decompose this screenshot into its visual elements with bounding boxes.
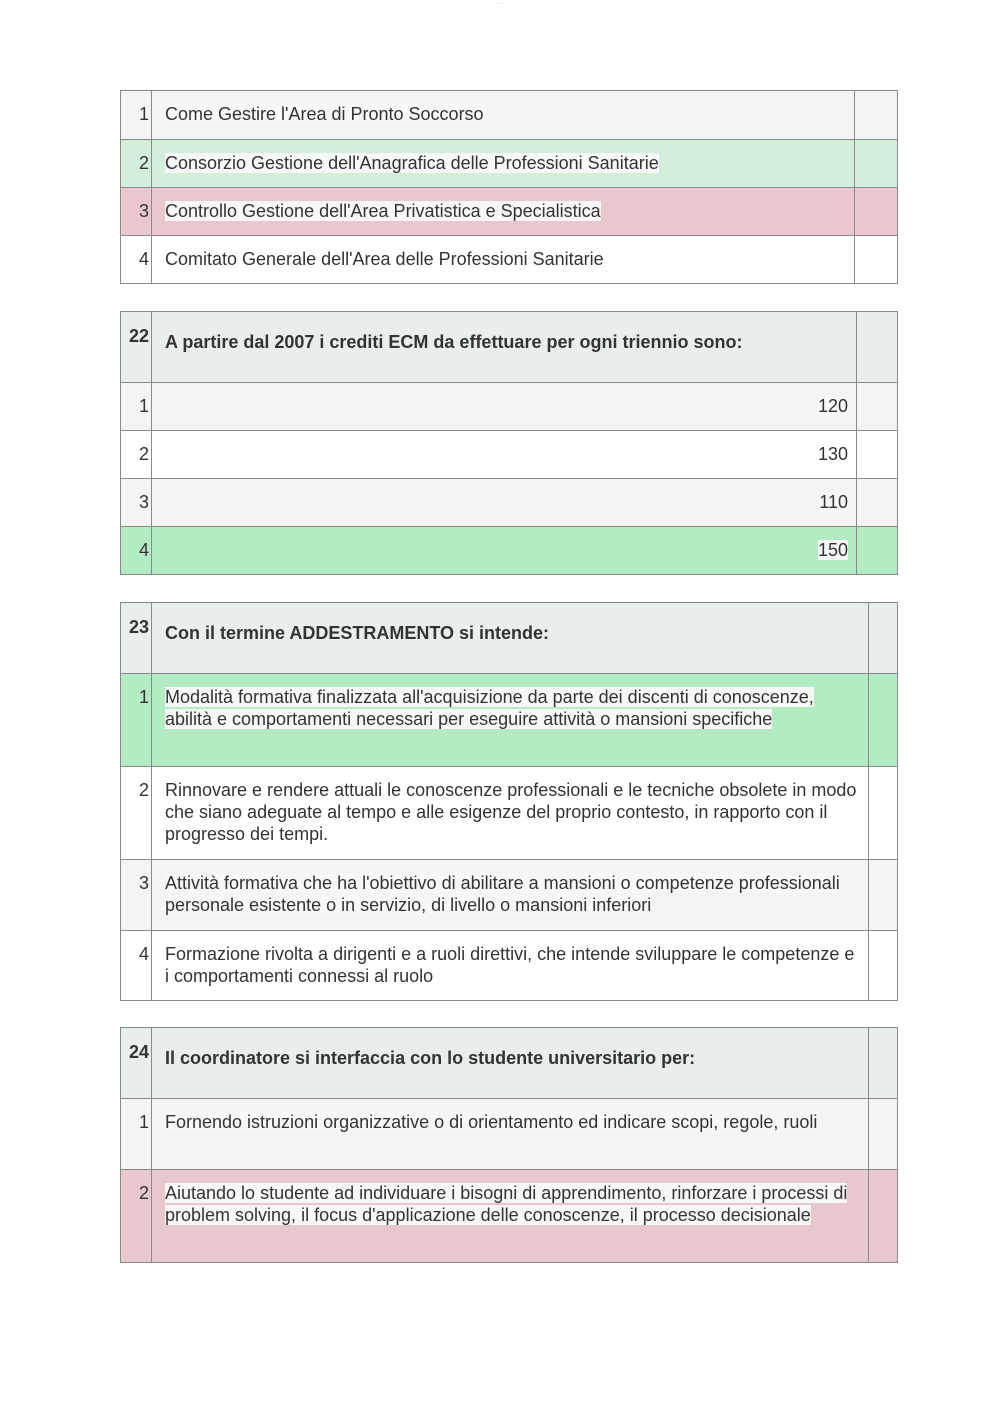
answer-text: 130 <box>817 444 848 464</box>
page-header-mark: ..... <box>496 0 504 6</box>
answer-number: 3 <box>121 479 152 527</box>
answer-row[interactable] <box>121 1099 898 1170</box>
question-23-table <box>120 602 898 1001</box>
answer-number: 2 <box>121 1170 152 1263</box>
question-mark-cell <box>857 312 898 383</box>
answer-number: 1 <box>121 1099 152 1170</box>
answer-mark-cell <box>857 383 898 431</box>
answer-row[interactable] <box>121 383 898 431</box>
answer-text: Attività formativa che ha l'obiettivo di abilitare a mansioni o competenze professionali personale esistente o in servizio, di livello o mansioni inferiori <box>165 873 840 915</box>
answer-text: Modalità formativa finalizzata all'acquisizione da parte dei discenti di conoscenze, abilità e comportamenti necessari per eseguire attività o mansioni specifiche <box>165 687 814 729</box>
answer-mark-cell <box>869 931 898 1001</box>
answer-row[interactable] <box>121 674 898 767</box>
answer-mark-cell <box>869 1099 898 1170</box>
answer-row[interactable] <box>121 479 898 527</box>
answer-mark-cell <box>855 140 898 188</box>
question-row <box>121 1028 898 1099</box>
answer-text: Formazione rivolta a dirigenti e a ruoli direttivi, che intende sviluppare le competenze e i comportamenti connessi al ruolo <box>165 944 855 986</box>
question-number: 22 <box>121 312 152 383</box>
answer-row[interactable] <box>121 91 898 140</box>
answer-text: Come Gestire l'Area di Pronto Soccorso <box>165 104 484 124</box>
answer-mark-cell <box>857 479 898 527</box>
answer-text: 120 <box>817 396 848 416</box>
answer-mark-cell <box>869 767 898 860</box>
answer-row[interactable] <box>121 431 898 479</box>
answer-text: 110 <box>819 492 848 512</box>
question-text: A partire dal 2007 i crediti ECM da effettuare per ogni triennio sono: <box>152 312 857 383</box>
question-row <box>121 603 898 674</box>
answer-row[interactable] <box>121 527 898 575</box>
answer-number: 1 <box>121 91 152 140</box>
answer-mark-cell <box>857 527 898 575</box>
answer-number: 4 <box>121 527 152 575</box>
answer-text: 150 <box>817 540 848 560</box>
answer-number: 2 <box>121 431 152 479</box>
answer-row[interactable] <box>121 931 898 1001</box>
question-number: 24 <box>121 1028 152 1099</box>
question-mark-cell <box>869 1028 898 1099</box>
answer-mark-cell <box>855 188 898 236</box>
answer-number: 4 <box>121 236 152 284</box>
question-row <box>121 312 898 383</box>
answer-text: Rinnovare e rendere attuali le conoscenze professionali e le tecniche obsolete in modo che siano adeguate al tempo e alle esigenze del proprio contesto, in rapporto con il progresso dei tempi. <box>165 780 857 844</box>
question-22-table <box>120 311 898 575</box>
answer-mark-cell <box>869 860 898 931</box>
question-number: 23 <box>121 603 152 674</box>
answer-text: Fornendo istruzioni organizzative o di orientamento ed indicare scopi, regole, ruoli <box>165 1112 818 1132</box>
answer-number: 1 <box>121 674 152 767</box>
question-24-table <box>120 1027 898 1263</box>
answer-number: 4 <box>121 931 152 1001</box>
answer-mark-cell <box>869 1170 898 1263</box>
answer-number: 3 <box>121 860 152 931</box>
answer-text: Controllo Gestione dell'Area Privatistica e Specialistica <box>165 201 601 221</box>
answer-row[interactable] <box>121 188 898 236</box>
answer-row[interactable] <box>121 236 898 284</box>
answer-text: Consorzio Gestione dell'Anagrafica delle Professioni Sanitarie <box>165 153 659 173</box>
answer-mark-cell <box>855 91 898 140</box>
question-mark-cell <box>869 603 898 674</box>
answer-text: Comitato Generale dell'Area delle Professioni Sanitarie <box>165 249 604 269</box>
question-text: Con il termine ADDESTRAMENTO si intende: <box>152 603 869 674</box>
answer-mark-cell <box>857 431 898 479</box>
answer-number: 3 <box>121 188 152 236</box>
answer-row[interactable] <box>121 1170 898 1263</box>
answer-row[interactable] <box>121 767 898 860</box>
answer-text: Aiutando lo studente ad individuare i bisogni di apprendimento, rinforzare i processi di problem solving, il focus d'applicazione delle conoscenze, il processo decisionale <box>165 1183 848 1225</box>
answer-number: 2 <box>121 767 152 860</box>
answer-row[interactable] <box>121 860 898 931</box>
answer-mark-cell <box>869 674 898 767</box>
answer-number: 2 <box>121 140 152 188</box>
answer-mark-cell <box>855 236 898 284</box>
answer-number: 1 <box>121 383 152 431</box>
answer-row[interactable] <box>121 140 898 188</box>
question-text: Il coordinatore si interfaccia con lo studente universitario per: <box>152 1028 869 1099</box>
question-21-table <box>120 90 898 284</box>
